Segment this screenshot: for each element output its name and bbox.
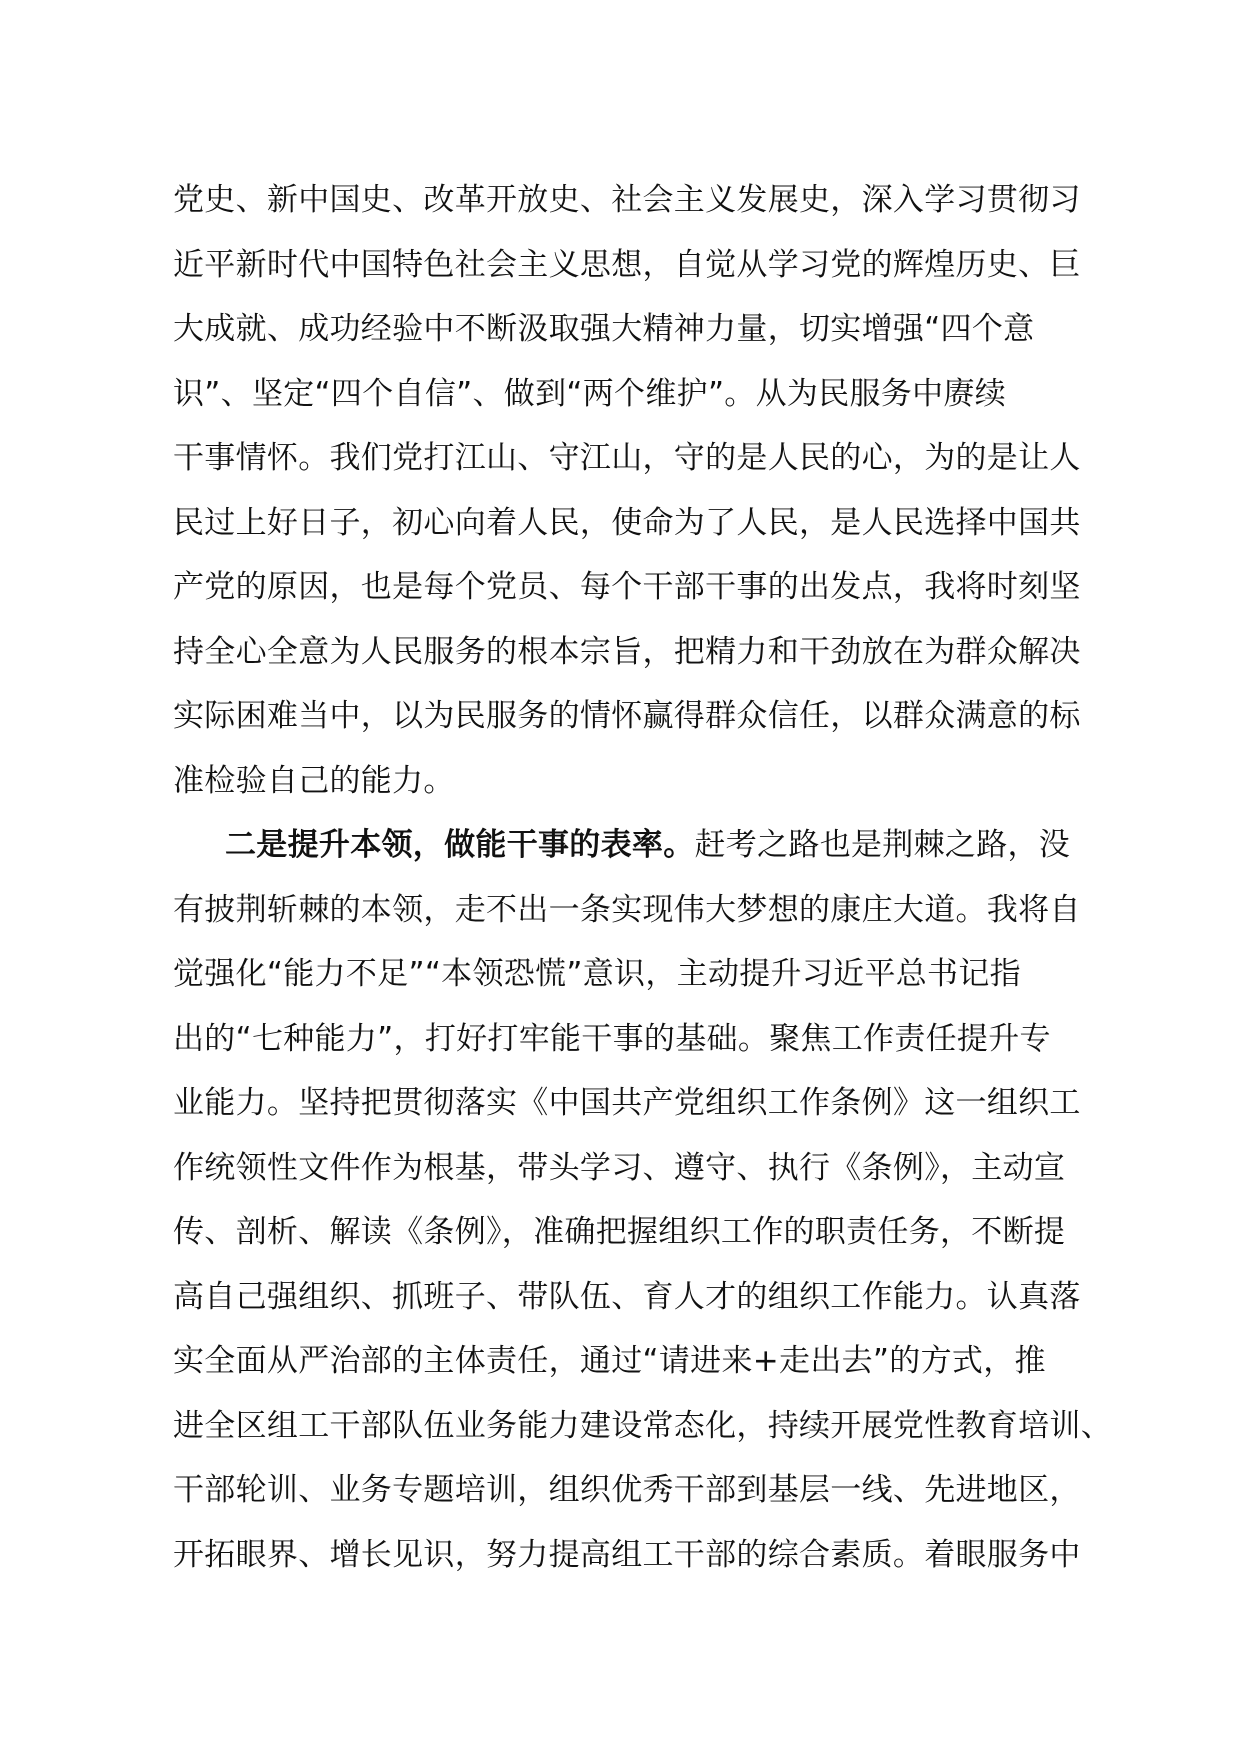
text-line: 干事情怀。我们党打江山、守江山，守的是人民的心，为的是让人 <box>173 440 1081 476</box>
text-line: 传、剖析、解读《条例》，准确把握组织工作的职责任务，不断提 <box>173 1214 1066 1250</box>
text-line: 产党的原因，也是每个党员、每个干部干事的出发点，我将时刻坚 <box>173 569 1081 605</box>
text-line: 准检验自己的能力。 <box>173 762 455 799</box>
text-line: 实全面从严治部的主体责任，通过“请进来+走出去”的方式，推 <box>173 1343 1046 1379</box>
text-line: 民过上好日子，初心向着人民，使命为了人民，是人民选择中国共 <box>173 504 1081 541</box>
paragraph-2-first-line <box>173 813 1093 878</box>
text-line: 觉强化“能力不足”“本领恐慌”意识，主动提升习近平总书记指 <box>173 956 1021 992</box>
text-line: 业能力。坚持把贯彻落实《中国共产党组织工作条例》这一组织工 <box>173 1085 1081 1121</box>
text-line: 出的“七种能力”，打好打牢能干事的基础。聚焦工作责任提升专 <box>173 1020 1051 1057</box>
text-line: 持全心全意为人民服务的根本宗旨，把精力和干劲放在为群众解决 <box>173 633 1081 670</box>
text-line: 大成就、成功经验中不断汲取强大精神力量，切实增强“四个意 <box>173 311 1035 347</box>
text-line: 党史、新中国史、改革开放史、社会主义发展史，深入学习贯彻习 <box>173 182 1081 218</box>
text-line: 近平新时代中国特色社会主义思想，自觉从学习党的辉煌历史、巨 <box>173 246 1081 283</box>
text-span: 赶考之路也是荆棘之路，没 <box>694 827 1071 863</box>
paragraph-1 <box>173 168 1093 813</box>
section-heading: 二是提升本领，做能干事的表率。 <box>225 827 695 863</box>
text-line: 识”、坚定“四个自信”、做到“两个维护”。从为民服务中赓续 <box>173 375 1006 412</box>
paragraph-2 <box>173 813 1112 1587</box>
text-line: 干部轮训、业务专题培训，组织优秀干部到基层一线、先进地区， <box>173 1472 1081 1508</box>
text-line: 进全区组工干部队伍业务能力建设常态化，持续开展党性教育培训、 <box>173 1407 1112 1444</box>
text-line: 实际困难当中，以为民服务的情怀赢得群众信任，以群众满意的标 <box>173 698 1081 734</box>
text-line: 开拓眼界、增长见识，努力提高组工干部的综合素质。着眼服务中 <box>173 1536 1081 1573</box>
document-body <box>173 168 1112 1587</box>
text-line: 高自己强组织、抓班子、带队伍、育人才的组织工作能力。认真落 <box>173 1278 1081 1315</box>
text-line: 作统领性文件作为根基，带头学习、遵守、执行《条例》，主动宣 <box>173 1149 1066 1186</box>
text-line: 有披荆斩棘的本领，走不出一条实现伟大梦想的康庄大道。我将自 <box>173 891 1081 928</box>
